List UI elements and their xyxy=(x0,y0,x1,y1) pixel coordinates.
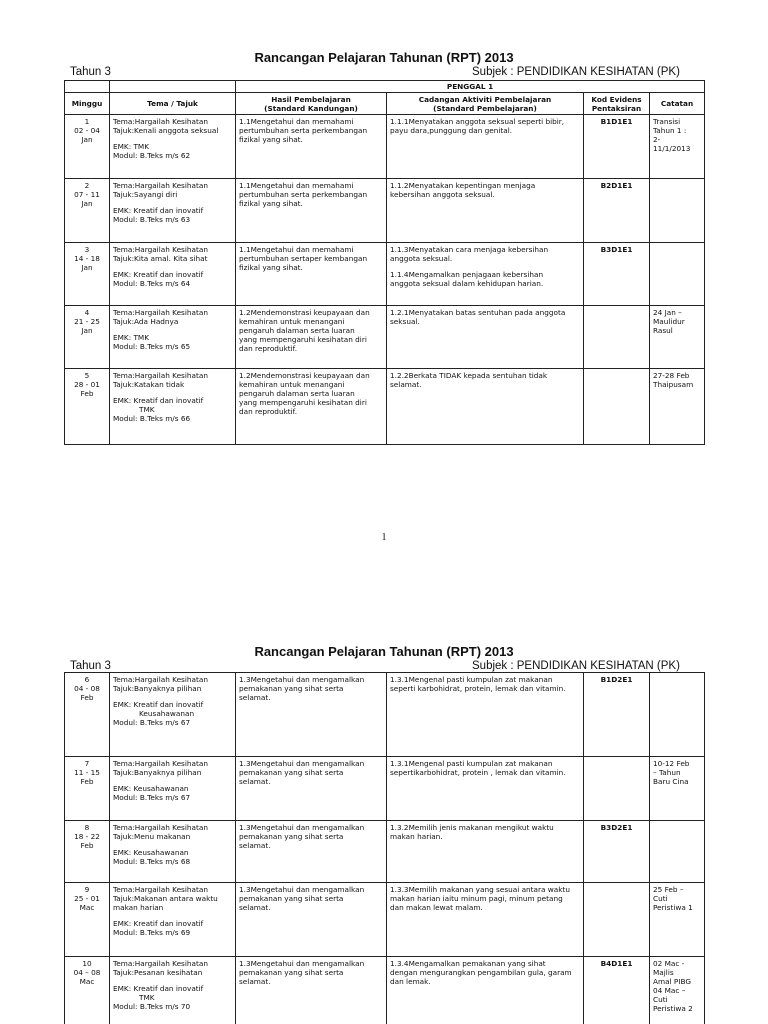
emk-text: EMK: Kreatif dan inovatif xyxy=(113,270,204,279)
tema-text: Tema:Hargailah Kesihatan xyxy=(113,308,208,317)
tajuk-text: Tajuk:Kenali anggota seksual xyxy=(113,126,219,135)
cadangan-line: 1.3.2Memilih jenis makanan mengikut waktu xyxy=(390,823,554,832)
tema-cell xyxy=(110,883,236,957)
spacer xyxy=(113,912,232,919)
hasil-line: yang mempengaruhi kesihatan diri xyxy=(239,335,367,344)
cadangan-line: 1.3.1Mengenal pasti kumpulan zat makanan xyxy=(390,759,553,768)
week-number: 4 xyxy=(84,308,90,317)
hasil-line: fizikal yang sihat. xyxy=(239,263,303,272)
cadangan-line: 1.1.2Menyatakan kepentingan menjaga xyxy=(390,181,536,190)
hasil-line: pemakanan yang sihat serta xyxy=(239,684,344,693)
cadangan-line: anggota seksual. xyxy=(390,254,453,263)
catatan-line: Cuti xyxy=(653,995,668,1004)
table-row xyxy=(65,957,705,1024)
spacer xyxy=(113,135,232,142)
tajuk-text: Tajuk:Pesanan kesihatan xyxy=(113,968,203,977)
hasil-line: 1.2Mendemonstrasi keupayaan dan xyxy=(239,371,370,380)
hasil-line: 1.3Mengetahui dan mengamalkan xyxy=(239,885,365,894)
tema-cell xyxy=(110,821,236,883)
week-dates: 18 - 22 xyxy=(74,832,100,841)
hasil-line: selamat. xyxy=(239,777,271,786)
header-catatan: Catatan xyxy=(650,93,705,115)
week-dates: Feb xyxy=(80,777,94,786)
table-row xyxy=(65,883,705,957)
tajuk-text: Tajuk:Ada Hadnya xyxy=(113,317,179,326)
hasil-cell xyxy=(236,957,387,1024)
hasil-line: kemahiran untuk menangani xyxy=(239,380,345,389)
tema-text: Tema:Hargailah Kesihatan xyxy=(113,245,208,254)
spacer xyxy=(390,263,580,270)
cadangan-line: 1.1.4Mengamalkan penjagaan kebersihan xyxy=(390,270,544,279)
cadangan-line: dan makan lewat malam. xyxy=(390,903,483,912)
week-dates: Feb xyxy=(80,841,94,850)
cadangan-cell xyxy=(387,179,584,243)
header-minggu: Minggu xyxy=(65,93,110,115)
cadangan-cell xyxy=(387,757,584,821)
hasil-line: fizikal yang sihat. xyxy=(239,135,303,144)
hasil-line: pertumbuhan serta perkembangan xyxy=(239,126,368,135)
week-dates: Mac xyxy=(79,903,95,912)
cadangan-line: 1.3.3Memilih makanan yang sesuai antara waktu xyxy=(390,885,570,894)
tema-text: Tema:Hargailah Kesihatan xyxy=(113,759,208,768)
week-dates: 02 - 04 xyxy=(74,126,100,135)
kod-cell xyxy=(584,179,650,243)
cadangan-line: payu dara,punggung dan genital. xyxy=(390,126,513,135)
cadangan-line: 1.2.2Berkata TIDAK kepada sentuhan tidak xyxy=(390,371,548,380)
emk-text: Keusahawanan xyxy=(139,709,195,718)
table-row xyxy=(65,757,705,821)
tajuk-text: Tajuk:Banyaknya pilihan xyxy=(113,684,202,693)
rpt-table-1 xyxy=(64,80,705,445)
spacer xyxy=(113,841,232,848)
hasil-line: 1.3Mengetahui dan mengamalkan xyxy=(239,823,365,832)
cadangan-line: seperti karbohidrat, protein, lemak dan vitamin. xyxy=(390,684,566,693)
table-row xyxy=(65,306,705,369)
kod-cell xyxy=(584,821,650,883)
cadangan-line: makan harian iaitu minum pagi, minum petang xyxy=(390,894,563,903)
tema-text: Tema:Hargailah Kesihatan xyxy=(113,117,208,126)
catatan-line: Tahun 1 : xyxy=(653,126,687,135)
cadangan-line: dan lemak. xyxy=(390,977,431,986)
subjek-label: Subjek : PENDIDIKAN KESIHATAN (PK) xyxy=(472,660,680,672)
catatan-cell xyxy=(650,306,705,369)
cadangan-cell xyxy=(387,883,584,957)
catatan-line: Amal PIBG xyxy=(653,977,692,986)
tema-cell xyxy=(110,115,236,179)
tahun-label: Tahun 3 xyxy=(70,660,111,672)
cadangan-cell xyxy=(387,957,584,1024)
hasil-line: 1.1Mengetahui dan memahami xyxy=(239,245,354,254)
spacer xyxy=(113,326,232,333)
hasil-line: pengaruh dalaman serta luaran xyxy=(239,326,355,335)
catatan-line: 25 Feb – xyxy=(653,885,684,894)
week-number: 3 xyxy=(84,245,90,254)
modul-text: Modul: B.Teks m/s 69 xyxy=(113,928,191,937)
hasil-line: pertumbuhan serta perkembangan xyxy=(239,190,368,199)
emk-text: EMK: Kreatif dan inovatif xyxy=(113,206,204,215)
hasil-cell xyxy=(236,306,387,369)
cadangan-line: 1.2.1Menyatakan batas sentuhan pada anggota xyxy=(390,308,566,317)
hasil-cell xyxy=(236,821,387,883)
hasil-line: pemakanan yang sihat serta xyxy=(239,894,344,903)
emk-text: EMK: TMK xyxy=(113,333,150,342)
emk-text: EMK: TMK xyxy=(113,142,150,151)
table-row xyxy=(65,673,705,757)
week-cell xyxy=(65,115,110,179)
cadangan-line: makan harian. xyxy=(390,832,443,841)
tajuk-text: Tajuk:Makanan antara waktu xyxy=(113,894,218,903)
week-cell xyxy=(65,243,110,306)
hasil-cell xyxy=(236,673,387,757)
catatan-cell xyxy=(650,821,705,883)
kod-cell xyxy=(584,369,650,445)
hasil-line: pengaruh dalaman serta luaran xyxy=(239,389,355,398)
catatan-line: 10-12 Feb xyxy=(653,759,690,768)
hasil-line: 1.2Mendemonstrasi keupayaan dan xyxy=(239,308,370,317)
page-title: Rancangan Pelajaran Tahunan (RPT) 2013 xyxy=(254,644,514,659)
kod-evidens: B1D1E1 xyxy=(600,117,633,126)
cadangan-line: kebersihan anggota seksual. xyxy=(390,190,495,199)
kod-cell xyxy=(584,673,650,757)
hasil-line: 1.3Mengetahui dan mengamalkan xyxy=(239,759,365,768)
tajuk-text: Tajuk:Menu makanan xyxy=(113,832,191,841)
cadangan-line: anggota seksual dalam kehidupan harian. xyxy=(390,279,544,288)
hasil-line: 1.1Mengetahui dan memahami xyxy=(239,181,354,190)
tajuk-text: Tajuk:Kita amal. Kita sihat xyxy=(113,254,208,263)
hasil-line: dan reproduktif. xyxy=(239,407,298,416)
emk-text: EMK: Kreatif dan inovatif xyxy=(113,984,204,993)
hasil-line: selamat. xyxy=(239,903,271,912)
tahun-label: Tahun 3 xyxy=(70,66,111,78)
cadangan-line: 1.3.4Mengamalkan pemakanan yang sihat xyxy=(390,959,546,968)
emk-text: EMK: Kreatif dan inovatif xyxy=(113,919,204,928)
hasil-line: pemakanan yang sihat serta xyxy=(239,968,344,977)
week-number: 8 xyxy=(84,823,90,832)
week-dates: 11 - 15 xyxy=(74,768,100,777)
week-dates: Jan xyxy=(81,326,93,335)
week-cell xyxy=(65,821,110,883)
catatan-line: 27-28 Feb xyxy=(653,371,690,380)
tema-cell xyxy=(110,306,236,369)
week-number: 2 xyxy=(84,181,90,190)
cadangan-line: 1.3.1Mengenal pasti kumpulan zat makanan xyxy=(390,675,553,684)
catatan-line: Maulidur xyxy=(653,317,685,326)
cadangan-line: sepertikarbohidrat, protein , lemak dan vitamin. xyxy=(390,768,566,777)
catatan-line: – Tahun xyxy=(653,768,681,777)
table-row xyxy=(65,369,705,445)
spacer xyxy=(113,199,232,206)
kod-cell xyxy=(584,757,650,821)
cadangan-line: selamat. xyxy=(390,380,422,389)
catatan-line: Baru Cina xyxy=(653,777,689,786)
header-kod: Kod Evidens Pentaksiran xyxy=(584,93,650,115)
cadangan-cell xyxy=(387,115,584,179)
catatan-line: 24 Jan – xyxy=(653,308,682,317)
catatan-line: 11/1/2013 xyxy=(653,144,691,153)
hasil-line: selamat. xyxy=(239,977,271,986)
week-dates: Jan xyxy=(81,263,93,272)
hasil-line: kemahiran untuk menangani xyxy=(239,317,345,326)
week-dates: Mac xyxy=(79,977,95,986)
catatan-cell xyxy=(650,957,705,1024)
table-row xyxy=(65,243,705,306)
modul-text: Modul: B.Teks m/s 64 xyxy=(113,279,191,288)
kod-cell xyxy=(584,243,650,306)
spacer xyxy=(113,693,232,700)
tema-text: Tema:Hargailah Kesihatan xyxy=(113,675,208,684)
emk-text: TMK xyxy=(139,405,155,414)
catatan-cell xyxy=(650,673,705,757)
cadangan-line: seksual. xyxy=(390,317,420,326)
page-2 xyxy=(0,590,768,1024)
hasil-line: pertumbuhan sertaper kembangan xyxy=(239,254,368,263)
catatan-line: Peristiwa 1 xyxy=(653,903,693,912)
hasil-line: 1.3Mengetahui dan mengamalkan xyxy=(239,675,365,684)
tema-cell xyxy=(110,369,236,445)
hasil-line: dan reproduktif. xyxy=(239,344,298,353)
table-row xyxy=(65,179,705,243)
week-dates: Jan xyxy=(81,199,93,208)
tajuk-text: Tajuk:Banyaknya pilihan xyxy=(113,768,202,777)
subjek-label: Subjek : PENDIDIKAN KESIHATAN (PK) xyxy=(472,66,680,78)
week-dates: 07 - 11 xyxy=(74,190,100,199)
catatan-cell xyxy=(650,179,705,243)
table-row xyxy=(65,821,705,883)
hasil-line: pemakanan yang sihat serta xyxy=(239,832,344,841)
week-number: 10 xyxy=(82,959,92,968)
tajuk-text: makan harian xyxy=(113,903,164,912)
cadangan-line: 1.1.3Menyatakan cara menjaga kebersihan xyxy=(390,245,549,254)
week-cell xyxy=(65,306,110,369)
kod-cell xyxy=(584,957,650,1024)
catatan-line: 2- xyxy=(653,135,661,144)
week-number: 9 xyxy=(84,885,90,894)
week-cell xyxy=(65,673,110,757)
hasil-line: 1.3Mengetahui dan mengamalkan xyxy=(239,959,365,968)
cadangan-cell xyxy=(387,306,584,369)
week-dates: Feb xyxy=(80,693,94,702)
spacer xyxy=(113,263,232,270)
catatan-cell xyxy=(650,115,705,179)
modul-text: Modul: B.Teks m/s 68 xyxy=(113,857,191,866)
hasil-cell xyxy=(236,757,387,821)
week-dates: 28 - 01 xyxy=(74,380,100,389)
tema-cell xyxy=(110,757,236,821)
emk-text: EMK: Kreatif dan inovatif xyxy=(113,700,204,709)
catatan-line: Peristiwa 2 xyxy=(653,1004,693,1013)
week-cell xyxy=(65,757,110,821)
kod-cell xyxy=(584,306,650,369)
tema-cell xyxy=(110,179,236,243)
catatan-line: Cuti xyxy=(653,894,668,903)
catatan-line: Majlis xyxy=(653,968,674,977)
rpt-table-2 xyxy=(64,672,705,1024)
tajuk-text: Tajuk:Katakan tidak xyxy=(113,380,185,389)
modul-text: Modul: B.Teks m/s 65 xyxy=(113,342,191,351)
week-dates: 04 - 08 xyxy=(74,684,100,693)
hasil-line: selamat. xyxy=(239,841,271,850)
hasil-cell xyxy=(236,369,387,445)
tema-text: Tema:Hargailah Kesihatan xyxy=(113,885,208,894)
tema-text: Tema:Hargailah Kesihatan xyxy=(113,823,208,832)
hasil-cell xyxy=(236,243,387,306)
modul-text: Modul: B.Teks m/s 66 xyxy=(113,414,191,423)
emk-text: EMK: Kreatif dan inovatif xyxy=(113,396,204,405)
tema-text: Tema:Hargailah Kesihatan xyxy=(113,371,208,380)
tema-cell xyxy=(110,673,236,757)
tema-text: Tema:Hargailah Kesihatan xyxy=(113,959,208,968)
tema-cell xyxy=(110,957,236,1024)
catatan-line: 02 Mac - xyxy=(653,959,685,968)
kod-evidens: B1D2E1 xyxy=(600,675,633,684)
spacer xyxy=(113,389,232,396)
tema-text: Tema:Hargailah Kesihatan xyxy=(113,181,208,190)
kod-evidens: B2D1E1 xyxy=(600,181,633,190)
cadangan-line: dengan mengurangkan pengambilan gula, garam xyxy=(390,968,572,977)
tajuk-text: Tajuk:Sayangi diri xyxy=(113,190,178,199)
catatan-line: 04 Mac – xyxy=(653,986,686,995)
catatan-cell xyxy=(650,757,705,821)
catatan-cell xyxy=(650,369,705,445)
modul-text: Modul: B.Teks m/s 62 xyxy=(113,151,191,160)
hasil-line: pemakanan yang sihat serta xyxy=(239,768,344,777)
kod-cell xyxy=(584,883,650,957)
cadangan-cell xyxy=(387,369,584,445)
cadangan-cell xyxy=(387,821,584,883)
week-dates: 04 – 08 xyxy=(73,968,101,977)
catatan-cell xyxy=(650,243,705,306)
emk-text: EMK: Keusahawanan xyxy=(113,848,189,857)
header-tema: Tema / Tajuk xyxy=(110,93,236,115)
kod-evidens: B4D1E1 xyxy=(600,959,633,968)
kod-cell xyxy=(584,115,650,179)
week-cell xyxy=(65,179,110,243)
cadangan-cell xyxy=(387,673,584,757)
catatan-cell xyxy=(650,883,705,957)
page-number: 1 xyxy=(381,532,387,543)
kod-evidens: B3D1E1 xyxy=(600,245,633,254)
hasil-cell xyxy=(236,179,387,243)
catatan-line: Thaipusam xyxy=(653,380,694,389)
cadangan-cell xyxy=(387,243,584,306)
modul-text: Modul: B.Teks m/s 67 xyxy=(113,793,191,802)
header-hasil: Hasil Pembelajaran (Standard Kandungan) xyxy=(236,93,387,115)
cadangan-line: 1.1.1Menyatakan anggota seksual seperti bibir, xyxy=(390,117,565,126)
header-cadangan: Cadangan Aktiviti Pembelajaran (Standard Pembelajaran) xyxy=(387,93,584,115)
week-dates: Feb xyxy=(80,389,94,398)
modul-text: Modul: B.Teks m/s 67 xyxy=(113,718,191,727)
week-dates: 14 - 18 xyxy=(74,254,100,263)
hasil-line: 1.1Mengetahui dan memahami xyxy=(239,117,354,126)
week-number: 1 xyxy=(84,117,90,126)
week-number: 7 xyxy=(84,759,90,768)
page-title: Rancangan Pelajaran Tahunan (RPT) 2013 xyxy=(254,50,514,65)
catatan-line: Transisi xyxy=(653,117,681,126)
kod-evidens: B3D2E1 xyxy=(600,823,633,832)
catatan-line: Rasul xyxy=(653,326,673,335)
week-dates: 21 - 25 xyxy=(74,317,100,326)
spacer xyxy=(113,977,232,984)
week-dates: 25 - 01 xyxy=(74,894,100,903)
emk-text: TMK xyxy=(139,993,155,1002)
week-number: 6 xyxy=(84,675,90,684)
emk-text: EMK: Keusahawanan xyxy=(113,784,189,793)
week-cell xyxy=(65,369,110,445)
hasil-cell xyxy=(236,115,387,179)
week-cell xyxy=(65,957,110,1024)
penggal-header: PENGGAL 1 xyxy=(236,81,705,93)
hasil-line: selamat. xyxy=(239,693,271,702)
spacer xyxy=(113,777,232,784)
week-cell xyxy=(65,883,110,957)
modul-text: Modul: B.Teks m/s 70 xyxy=(113,1002,191,1011)
table-row xyxy=(65,115,705,179)
week-dates: Jan xyxy=(81,135,93,144)
hasil-line: yang mempengaruhi kesihatan diri xyxy=(239,398,367,407)
modul-text: Modul: B.Teks m/s 63 xyxy=(113,215,191,224)
hasil-cell xyxy=(236,883,387,957)
hasil-line: fizikal yang sihat. xyxy=(239,199,303,208)
week-number: 5 xyxy=(84,371,90,380)
tema-cell xyxy=(110,243,236,306)
